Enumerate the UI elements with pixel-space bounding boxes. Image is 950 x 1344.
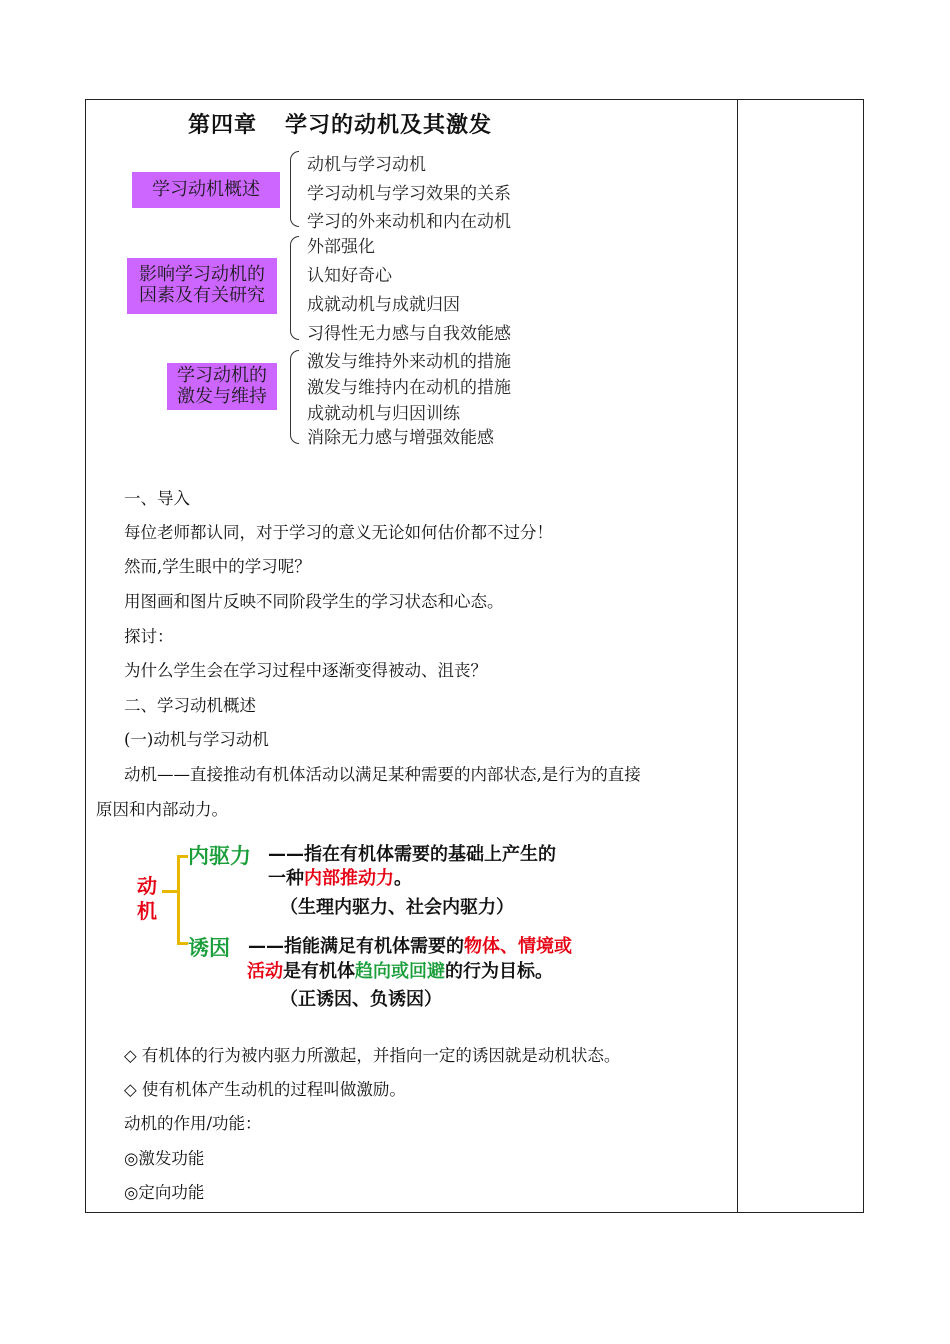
paragraph: 原因和内部动力。 <box>96 800 228 819</box>
paragraph: 动机——直接推动有机体活动以满足某种需要的内部状态,是行为的直接 <box>124 765 641 784</box>
outline-item: 动机与学习动机 <box>307 155 426 175</box>
table-column-divider <box>737 99 738 1213</box>
inc-def-text: ——指能满足有机体需要的 <box>248 936 464 957</box>
outline-item: 外部强化 <box>307 237 375 257</box>
outline-item: 学习动机与学习效果的关系 <box>307 184 511 204</box>
paragraph: 每位老师都认同，对于学习的意义无论如何估价都不过分！ <box>124 523 553 542</box>
paragraph: 然而,学生眼中的学习呢？ <box>124 557 311 576</box>
outline-brace <box>290 350 299 444</box>
diagram-bracket <box>177 942 188 945</box>
diagram-bracket <box>177 855 180 945</box>
paragraph: 用图画和图片反映不同阶段学生的学习状态和心态。 <box>124 592 504 611</box>
incentive-types: （正诱因、负诱因） <box>280 989 442 1010</box>
section-heading-intro: 一、导入 <box>124 489 190 508</box>
outline-box-stimulation <box>167 363 277 410</box>
function-item: ◎定向功能 <box>124 1183 205 1202</box>
paragraph: 动机的作用/功能： <box>124 1114 262 1133</box>
bullet-paragraph: ◇ 有机体的行为被内驱力所激起，并指向一定的诱因就是动机状态。 <box>124 1046 621 1065</box>
paragraph: 探讨： <box>124 627 174 646</box>
incentive-term: 诱因 <box>188 936 230 960</box>
diagram-bracket <box>162 890 177 893</box>
outline-item: 消除无力感与增强效能感 <box>307 428 494 448</box>
section-heading-overview: 二、学习动机概述 <box>124 696 256 715</box>
outline-item: 学习的外来动机和内在动机 <box>307 212 511 232</box>
drive-def-highlight: 内部推动力 <box>304 868 394 889</box>
outline-box-label: 激发与维持 <box>177 385 267 407</box>
outline-box-factors <box>127 258 277 314</box>
drive-definition-line2 <box>268 864 412 890</box>
bullet-paragraph: ◇ 使有机体产生动机的过程叫做激励。 <box>124 1080 406 1099</box>
drive-def-text: 。 <box>394 868 412 889</box>
inc-def-text: 的行为目标。 <box>445 961 553 982</box>
inc-def-text: 是有机体 <box>283 961 355 982</box>
outline-box-label: 因素及有关研究 <box>139 285 265 306</box>
outline-item: 习得性无力感与自我效能感 <box>307 324 511 344</box>
function-item: ◎激发功能 <box>124 1149 205 1168</box>
outline-item: 成就动机与归因训练 <box>307 404 460 424</box>
diagram-bracket <box>177 855 188 858</box>
paragraph: 为什么学生会在学习过程中逐渐变得被动、沮丧？ <box>124 661 487 680</box>
outline-item: 激发与维持外来动机的措施 <box>307 352 511 372</box>
chapter-name: 学习的动机及其激发 <box>285 112 493 138</box>
outline-box-overview <box>132 172 280 208</box>
outline-box-label: 学习动机概述 <box>152 178 260 200</box>
inc-def-highlight: 物体、情境或 <box>464 936 572 957</box>
outline-item: 激发与维持内在动机的措施 <box>307 378 511 398</box>
drive-def-text: 一种 <box>268 868 304 889</box>
incentive-definition <box>248 932 572 958</box>
outline-brace <box>290 151 299 227</box>
drive-term: 内驱力 <box>188 844 251 868</box>
inc-def-green: 趋向或回避 <box>355 961 445 982</box>
subsection-heading: (一)动机与学习动机 <box>124 730 269 749</box>
outline-box-label: 学习动机的 <box>177 364 267 386</box>
inc-def-highlight: 活动 <box>247 961 283 982</box>
drive-definition: ——指在有机体需要的基础上产生的 <box>268 844 556 865</box>
diagram-root-char: 机 <box>137 899 157 923</box>
chapter-number: 第四章 <box>188 112 258 138</box>
diagram-root-char: 动 <box>137 874 157 898</box>
outline-item: 成就动机与成就归因 <box>307 295 460 315</box>
outline-box-label: 影响学习动机的 <box>139 264 265 286</box>
chapter-title <box>188 108 492 139</box>
drive-types: （生理内驱力、社会内驱力） <box>280 897 514 918</box>
outline-brace <box>290 236 299 340</box>
outline-item: 认知好奇心 <box>307 266 392 286</box>
incentive-definition-line2 <box>247 957 553 983</box>
